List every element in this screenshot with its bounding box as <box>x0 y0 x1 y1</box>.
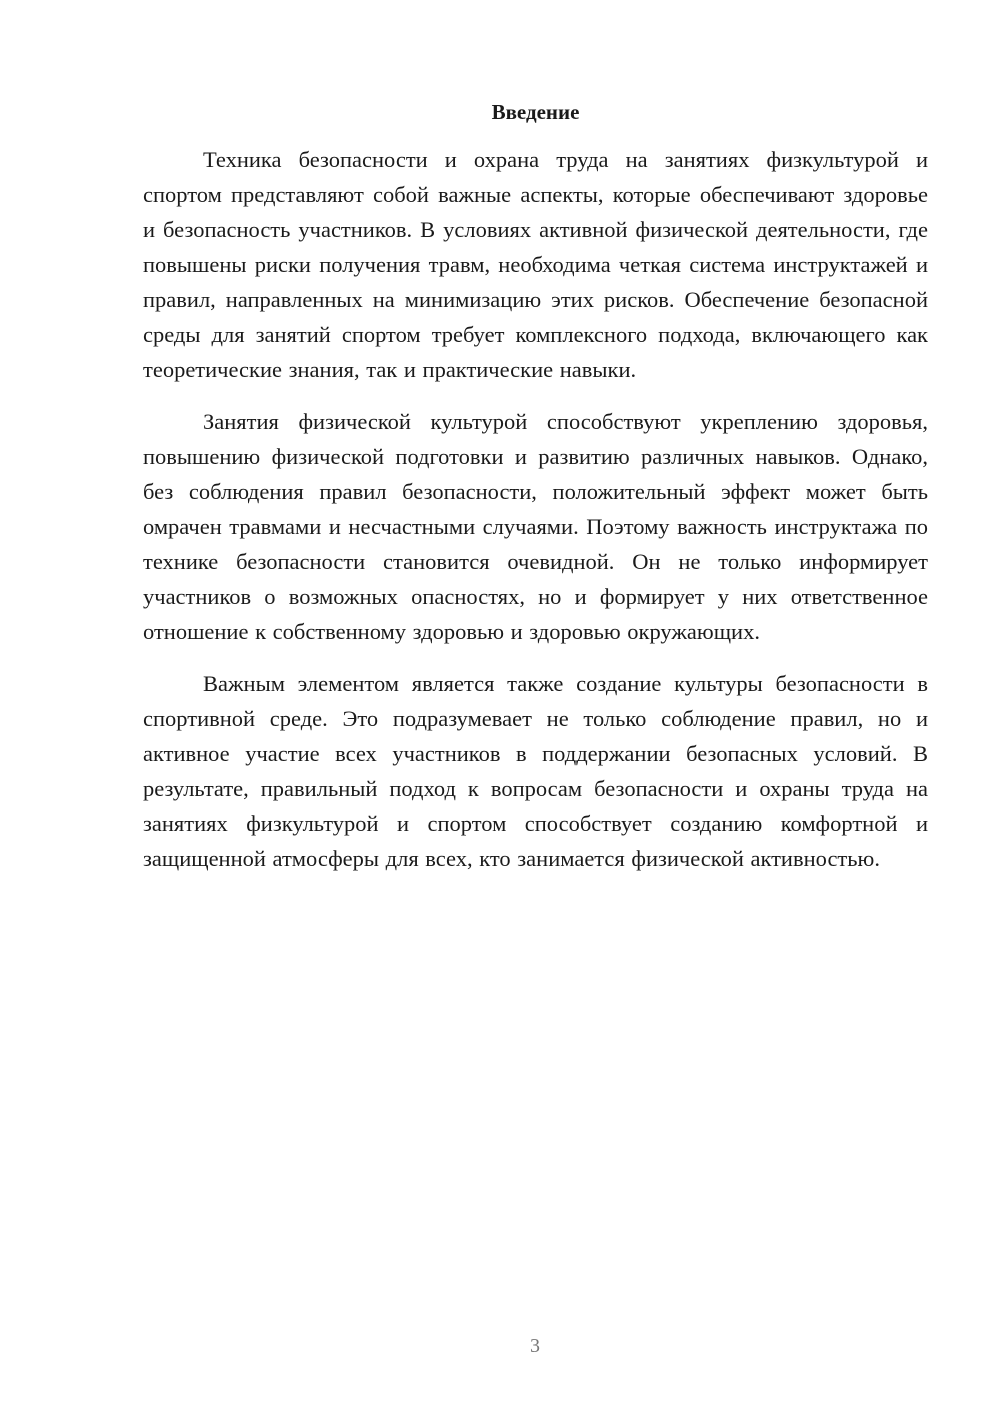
paragraph-1: Техника безопасности и охрана труда на занятиях физкультурой и спортом представляют собой важные аспекты, которые обеспечивают здоровье и безопасность участников. В условиях активной физической деятельности, где повышены риски получения травм, необходима четкая система инструктажей и правил, направленных на минимизацию этих рисков. Обеспечение безопасной среды для занятий спортом требует комплексного подхода, включающего как теоретические знания, так и практические навыки. <box>143 147 928 382</box>
paragraph-3: Важным элементом является также создание культуры безопасности в спортивной среде. Это подразумевает не только соблюдение правил, но и активное участие всех участников в поддержании безопасных условий. В результате, правильный подход к вопросам безопасности и охраны труда на занятиях физкультурой и спортом способствует созданию комфортной и защищенной атмосферы для всех, кто занимается физической активностью. <box>143 671 928 871</box>
paragraph-2: Занятия физической культурой способствуют укреплению здоровья, повышению физической подготовки и развитию различных навыков. Однако, без соблюдения правил безопасности, положительный эффект может быть омрачен травмами и несчастными случаями. Поэтому важность инструктажа по технике безопасности становится очевидной. Он не только информирует участников о возможных опасностях, но и формирует у них ответственное отношение к собственному здоровью и здоровью окружающих. <box>143 409 928 644</box>
body-text <box>143 142 928 893</box>
page-number: 3 <box>530 1335 540 1357</box>
page-title: Введение <box>491 100 580 124</box>
